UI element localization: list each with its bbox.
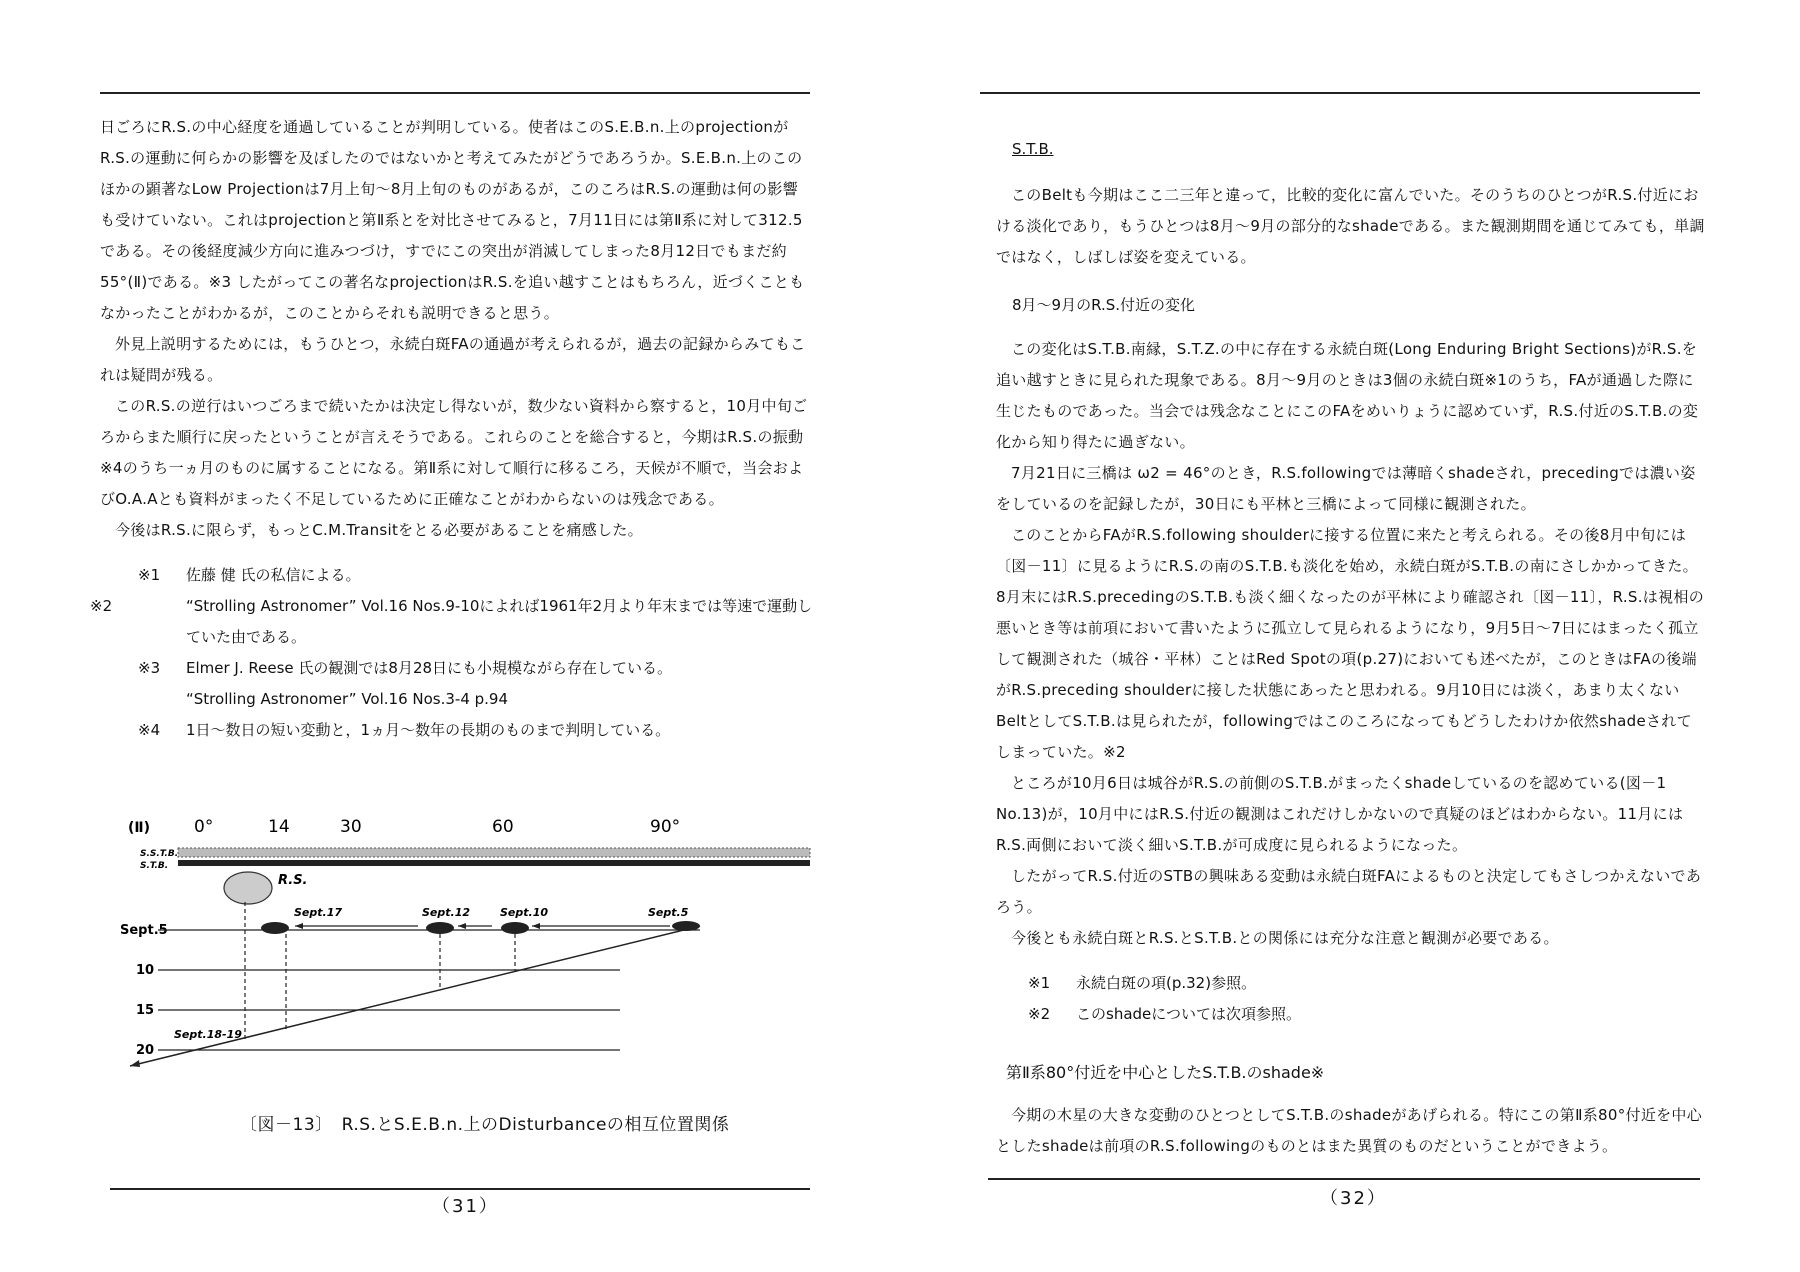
bottom-rule — [988, 1178, 1700, 1180]
footnote: ※4 1日～数日の短い変動と，1ヵ月～数年の長期のものまで判明している。 — [138, 721, 671, 739]
x-tick: 0° — [194, 817, 214, 837]
body-text — [100, 112, 810, 546]
subheading: 8月～9月のR.S.付近の変化 — [1012, 296, 1196, 314]
footnote: ※2 “Strolling Astronomer” Vol.16 Nos.9-10によれば1961年2月より年末までは等速で運動していた由である。 — [90, 597, 813, 646]
paragraph: このことからFAがR.S.following shoulderに接する位置に来たと考えられる。その後8月中旬には〔図－11〕に見るようにR.S.の南のS.T.B.も淡化を始め，永続白斑がS.T.B.の南にさしかかってきた。8月末にはR.S.precedingのS.T.B.も淡く細くなったのが平林により確認され〔図－11〕，R.S.は視相の悪いとき等は前項において書いたように孤立して見られるようになり，9月5日～7日にはまったく孤立して観測された（城谷・平林）ことはRed Spotの項(p.27)においても述べたが，このときはFAの後端がR.S.preceding shoulderに接した状態にあったと思われる。9月10日には淡く，あまり太くないBeltとしてS.T.B.は見られたが，followingではこのころになってもどうしたわけか依然shadeされてしまっていた。※2 — [996, 526, 1705, 761]
top-rule — [980, 92, 1700, 94]
y-tick: 15 — [136, 1003, 155, 1018]
section-heading-shade: 第Ⅱ系80°付近を中心としたS.T.B.のshade※ — [1006, 1063, 1325, 1082]
axis-label: (Ⅱ) — [128, 820, 151, 836]
band-label-ssstb: S.S.T.B. — [140, 849, 179, 859]
y-tick: 20 — [136, 1043, 155, 1058]
paragraph: 今後はR.S.に限らず，もっとC.M.Transitをとる必要があることを痛感した。 — [115, 521, 643, 539]
body-text — [996, 1100, 1706, 1162]
y-tick: Sept.5 — [120, 923, 168, 938]
footnote: ※2 このshadeについては次項参照。 — [1028, 1005, 1301, 1023]
disturbance-blob — [501, 922, 529, 934]
meeting-label: Sept.18-19 — [174, 1028, 242, 1041]
footnote: ※1 永続白斑の項(p.32)参照。 — [1028, 974, 1257, 992]
x-tick: 30 — [340, 817, 362, 837]
arrowhead — [130, 1060, 140, 1067]
arrowhead — [532, 923, 540, 929]
bottom-rule — [110, 1188, 810, 1190]
band-label-stb: S.T.B. — [140, 861, 169, 871]
footnote: “Strolling Astronomer” Vol.16 Nos.3-4 p.94 — [186, 690, 509, 708]
diagonal-track — [130, 926, 700, 1066]
red-spot-icon — [224, 872, 272, 904]
marker-label: Sept.10 — [500, 906, 549, 919]
paragraph: 今期の木星の大きな変動のひとつとしてS.T.B.のshadeがあげられる。特にこの第Ⅱ系80°付近を中心としたshadeは前項のR.S.followingのものとはまた異質のものだということができよう。 — [996, 1106, 1703, 1155]
footnote: ※3 Elmer J. Reese 氏の観測では8月28日にも小規模ながら存在している。 — [138, 659, 673, 677]
marker-label: Sept.5 — [648, 906, 689, 919]
marker-label: Sept.12 — [422, 906, 471, 919]
right-page — [900, 0, 1800, 1272]
page-number: （32） — [1320, 1188, 1387, 1209]
disturbance-blob — [261, 922, 289, 934]
paragraph: ところが10月6日は城谷がR.S.の前側のS.T.B.がまったくshadeしているのを認めている(図－1 No.13)が，10月中にはR.S.付近の観測はこれだけしかないので真疑のほどはわからない。11月にはR.S.両側において淡く細いS.T.B.が可成度に見られるようになった。 — [996, 774, 1684, 854]
figure-13 — [120, 810, 820, 1110]
ssstb-band — [178, 848, 810, 857]
paragraph: 今後とも永続白斑とR.S.とS.T.B.との関係には充分な注意と観測が必要である。 — [1011, 929, 1559, 947]
footnotes — [1028, 968, 1688, 1030]
x-tick: 90° — [650, 817, 681, 837]
page-number: （31） — [432, 1196, 499, 1217]
paragraph: この変化はS.T.B.南縁，S.T.Z.の中に存在する永続白斑(Long Enduring Bright Sections)がR.S.を追い越すときに見られた現象である。8月～9月のときは3個の永続白斑※1のうち，FAが通過した際に生じたものであった。当会では残念なことにこのFAをめいりょうに認めていず，R.S.付近のS.T.B.の変化から知り得たに過ぎない。 — [996, 340, 1699, 451]
body-text — [996, 334, 1706, 954]
stb-band — [178, 860, 810, 866]
x-tick: 60 — [492, 817, 514, 837]
arrowhead — [458, 923, 466, 929]
top-rule — [100, 92, 810, 94]
footnotes — [90, 560, 818, 746]
disturbance-diagram — [120, 810, 820, 1110]
figure-caption: 〔図－13〕 R.S.とS.E.B.n.上のDisturbanceの相互位置関係 — [240, 1115, 730, 1135]
body-text — [996, 180, 1706, 273]
marker-label: Sept.17 — [294, 906, 343, 919]
arrowhead — [295, 923, 303, 929]
paragraph: このBeltも今期はここ二三年と違って，比較的変化に富んでいた。そのうちのひとつがR.S.付近における淡化であり，もうひとつは8月～9月の部分的なshadeである。また観測期間を通じてみても，単調ではなく，しばしば姿を変えている。 — [996, 186, 1705, 266]
rs-label: R.S. — [278, 873, 308, 888]
paragraph: したがってR.S.付近のSTBの興味ある変動は永続白斑FAによるものと決定してもさしつかえないであろう。 — [996, 867, 1702, 916]
y-tick: 10 — [136, 963, 155, 978]
paragraph: このR.S.の逆行はいつごろまで続いたかは決定し得ないが，数少ない資料から察すると，10月中旬ごろからまた順行に戻ったということが言えそうである。これらのことを総合すると，今期はR.S.の振動※4のうち一ヵ月のものに属することになる。第Ⅱ系に対して順行に移るころ，天候が不順で，当会およびO.A.Aとも資料がまったく不足しているために正確なことがわからないのは残念である。 — [100, 397, 808, 508]
section-heading-stb: S.T.B. — [1012, 140, 1054, 158]
disturbance-blob — [426, 922, 454, 934]
paragraph: 日ごろにR.S.の中心経度を通過していることが判明している。使者はこのS.E.B.n.上のprojectionがR.S.の運動に何らかの影響を及ぼしたのではないかと考えてみたがどうであろうか。S.E.B.n.上のこのほかの顕著なLow Projectionは7月上旬～8月上旬のものがあるが，このころはR.S.の運動は何の影響も受けていない。これはprojectionと第Ⅱ系とを対比させてみると，7月11日には第Ⅱ系に対して312.5である。その後経度減少方向に進みつづけ，すでにこの突出が消滅してしまった8月12日でもまだ約55°(Ⅱ)である。※3 したがってこの著名なprojectionはR.S.を追い越すことはもちろん，近づくこともなかったことがわかるが，このことからそれも説明できると思う。 — [100, 118, 805, 322]
x-tick: 14 — [268, 817, 290, 837]
paragraph: 7月21日に三橋は ω2 = 46°のとき，R.S.followingでは薄暗くshadeされ，precedingでは濃い姿をしているのを記録したが，30日にも平林と三橋によって同様に観測された。 — [996, 464, 1696, 513]
footnote: ※1 佐藤 健 氏の私信による。 — [138, 566, 361, 584]
paragraph: 外見上説明するためには，もうひとつ，永続白斑FAの通過が考えられるが，過去の記録からみてもこれは疑問が残る。 — [100, 335, 806, 384]
